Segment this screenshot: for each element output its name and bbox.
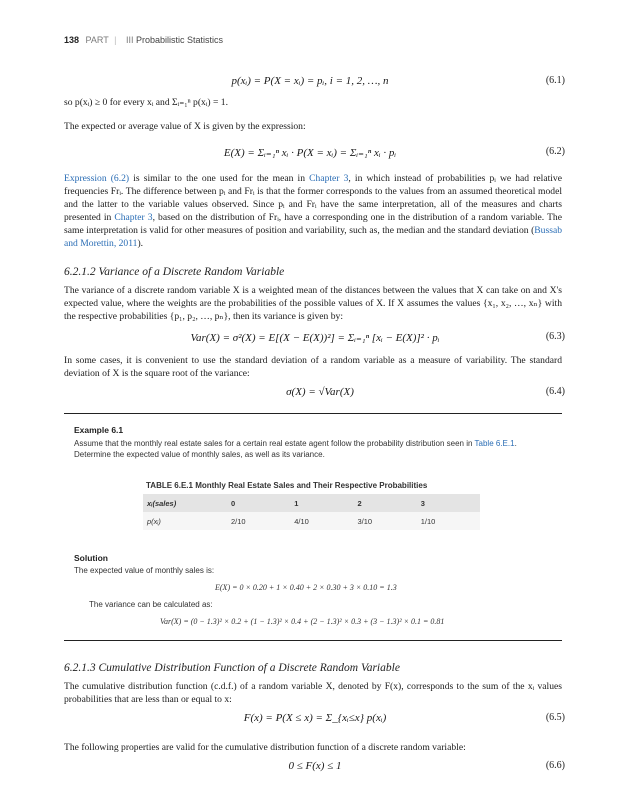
- equation-number-6-5: (6.5): [545, 712, 565, 723]
- equation-number-6-3: (6.3): [545, 331, 565, 342]
- paragraph-cdf: The cumulative distribution function (c.d.f.) of a random variable X, denoted by F(x), corresponds to the sum of the xᵢ values probabilities that are less than or equal to x:: [64, 681, 562, 705]
- table-cell: 2: [354, 494, 417, 512]
- part-number: III: [125, 35, 134, 45]
- equation-6-2: E(X) = Σᵢ₌₁ⁿ xᵢ · P(X = xᵢ) = Σᵢ₌₁ⁿ xᵢ · pᵢ: [223, 147, 397, 159]
- table-cell-label: p(xᵢ): [143, 512, 227, 530]
- solution-expected-value: E(X) = 0 × 0.20 + 1 × 0.40 + 2 × 0.30 + 3 × 0.10 = 1.3: [215, 583, 397, 592]
- variance-text: The variance can be calculated as:: [89, 600, 213, 609]
- example-bottom-rule: [64, 640, 562, 641]
- solution-title: Solution: [74, 553, 108, 563]
- section-heading-cdf: 6.2.1.3 Cumulative Distribution Function of a Discrete Random Variable: [64, 662, 400, 674]
- table-row-probability: [143, 512, 480, 530]
- link-bussab-morettin[interactable]: Bussab and Morettin, 2011: [64, 225, 562, 249]
- sum-condition: so p(xᵢ) ≥ 0 for every xᵢ and Σᵢ₌₁ⁿ p(xᵢ) = 1.: [64, 97, 228, 108]
- equation-6-5: F(x) = P(X ≤ x) = Σ_{xᵢ≤x} p(xᵢ): [243, 712, 387, 724]
- solution-variance: Var(X) = (0 − 1.3)² × 0.2 + (1 − 1.3)² × 0.4 + (2 − 1.3)² × 0.3 + (3 − 1.3)² × 0.1 = 0.81: [160, 617, 445, 626]
- link-chapter-3-b[interactable]: Chapter 3: [114, 212, 153, 223]
- table-cell: 3: [417, 494, 480, 512]
- part-title: Probabilistic Statistics: [135, 35, 223, 45]
- table-cell: 4/10: [290, 512, 353, 530]
- table-cell: 3/10: [354, 512, 417, 530]
- table-cell: 2/10: [227, 512, 290, 530]
- equation-6-1: p(xᵢ) = P(X = xᵢ) = pᵢ, i = 1, 2, …, n: [231, 75, 389, 87]
- equation-number-6-4: (6.4): [545, 386, 565, 397]
- section-heading-variance: 6.2.1.2 Variance of a Discrete Random Variable: [64, 266, 285, 278]
- equation-number-6-6: (6.6): [545, 760, 565, 771]
- paragraph-variance: The variance of a discrete random variable X is a weighted mean of the distances between the values that X can take on and X's expected value, where the weights are the probabilities of the possible values of X. If X assumes the values {x₁, x₂, …, xₙ} with the respective probabilities {p₁, p₂, …, pₙ}, then its variance is given by:: [64, 285, 562, 322]
- probability-table: [143, 494, 480, 530]
- table-cell-label: xᵢ(sales): [143, 494, 227, 512]
- part-label: PART: [85, 35, 109, 45]
- running-header: 138 PART | III Probabilistic Statistics: [64, 35, 223, 45]
- example-statement: Assume that the monthly real estate sales for a certain real estate agent follow the probability distribution seen in Table 6.E.1. Determine the expected value of monthly sales, as well as its variance.: [74, 439, 517, 459]
- example-top-rule: [64, 413, 562, 414]
- equation-6-4: σ(X) = √Var(X): [286, 386, 354, 398]
- equation-number-6-1: (6.1): [545, 75, 565, 86]
- table-row-sales: [143, 494, 480, 512]
- table-cell: 1/10: [417, 512, 480, 530]
- example-title: Example 6.1: [74, 425, 124, 435]
- paragraph-std-dev: In some cases, it is convenient to use the standard deviation of a random variable as a measure of variability. The standard deviation of X is the square root of the variance:: [64, 355, 562, 379]
- link-expression-6-2[interactable]: Expression (6.2): [64, 173, 130, 184]
- paragraph-cdf-properties: The following properties are valid for the cumulative distribution function of a discrete random variable:: [64, 742, 466, 753]
- page-number: 138: [64, 35, 80, 45]
- link-chapter-3[interactable]: Chapter 3: [309, 173, 349, 184]
- expected-intro: The expected or average value of X is given by the expression:: [64, 121, 306, 132]
- link-table-6-e-1[interactable]: Table 6.E.1: [474, 439, 515, 448]
- table-cell: 0: [227, 494, 290, 512]
- table-title: TABLE 6.E.1 Monthly Real Estate Sales and Their Respective Probabilities: [146, 481, 428, 490]
- equation-number-6-2: (6.2): [545, 146, 565, 157]
- equation-6-6: 0 ≤ F(x) ≤ 1: [288, 760, 342, 772]
- table-cell: 1: [290, 494, 353, 512]
- solution-text: The expected value of monthly sales is:: [74, 566, 215, 575]
- equation-6-3: Var(X) = σ²(X) = E[(X − E(X))²] = Σᵢ₌₁ⁿ [xᵢ − E(X)]² · pᵢ: [190, 332, 440, 344]
- paragraph-expected-value: Expression (6.2) is similar to the one used for the mean in Chapter 3, in which instead of probabilities pᵢ we had relative frequencies Frᵢ. The difference between pᵢ and Frᵢ is that the former corresponds to the values from an assumed theoretical model and the latter to the variable values observed. Since pᵢ and Frᵢ have the same interpretation, all of the measures and charts presented in Chapter 3, based on the distribution of Frᵢ, have a corresponding one in the distribution of a random variable. The same interpretation is valid for other measures of position and variability, such as, the median and the standard deviation (Bussab and Morettin, 2011).: [64, 173, 562, 249]
